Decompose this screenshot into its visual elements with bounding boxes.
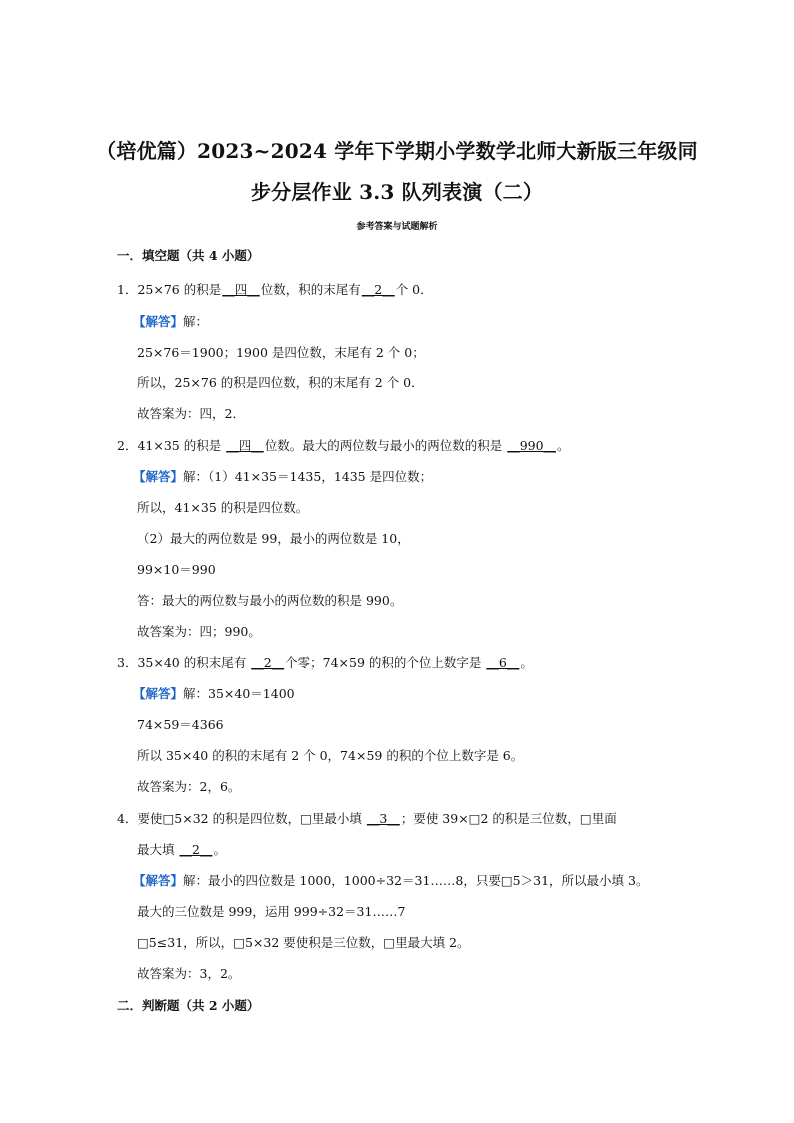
answer-3-line-1: 【解答】解：35×40＝1400 <box>133 686 295 701</box>
document-title-line-1: （培优篇）2023~2024 学年下学期小学数学北师大新版三年级同 <box>96 139 698 163</box>
answer-3-line-3: 所以 35×40 的积的末尾有 2 个 0，74×59 的积的个位上数字是 6。 <box>137 748 524 763</box>
answer-1-line-1: 【解答】解： <box>133 314 209 329</box>
answer-1-line-2: 25×76＝1900；1900 是四位数，末尾有 2 个 0； <box>137 345 425 360</box>
answer-2-line-6: 故答案为：四；990。 <box>137 624 261 639</box>
section-heading-fill-blank: 一．填空题（共 4 小题） <box>117 248 260 263</box>
answer-3-line-2: 74×59＝4366 <box>137 717 224 732</box>
document-title-line-2: 步分层作业 3.3 队列表演（二） <box>250 180 544 204</box>
question-3: 3．35×40 的积末尾有 __2__个零；74×59 的积的个位上数字是 __6__。 <box>117 655 533 670</box>
document-subtitle: 参考答案与试题解析 <box>356 222 438 232</box>
answer-1-line-3: 所以，25×76 的积是四位数，积的末尾有 2 个 0． <box>137 375 424 390</box>
question-4-line-1: 4．要使□5×32 的积是四位数，□里最小填 __3__；要使 39×□2 的积是三位数，□里面 <box>117 811 617 826</box>
answer-2-line-3: （2）最大的两位数是 99，最小的两位数是 10， <box>137 531 410 546</box>
question-2: 2．41×35 的积是 __四__位数。最大的两位数与最小的两位数的积是 __990__。 <box>117 438 570 453</box>
answer-2-line-2: 所以，41×35 的积是四位数。 <box>137 500 309 515</box>
answer-4-line-3: □5≤31，所以，□5×32 要使积是三位数，□里最大填 2。 <box>137 935 470 950</box>
answer-4-line-1: 【解答】解：最小的四位数是 1000，1000÷32＝31……8，只要□5＞31，所以最小填 3。 <box>133 873 649 888</box>
answer-1-line-4: 故答案为：四，2． <box>137 406 245 421</box>
answer-2-line-4: 99×10＝990 <box>137 562 216 577</box>
answer-2-line-1: 【解答】解：（1）41×35＝1435，1435 是四位数； <box>133 469 433 484</box>
answer-3-line-4: 故答案为：2，6。 <box>137 779 241 794</box>
answer-4-line-2: 最大的三位数是 999，运用 999÷32＝31……7 <box>137 904 406 919</box>
question-1: 1．25×76 的积是__四__位数，积的末尾有__2__个 0． <box>117 282 433 297</box>
question-4-line-2: 最大填 __2__。 <box>137 842 226 857</box>
section-heading-true-false: 二．判断题（共 2 小题） <box>117 998 260 1013</box>
answer-4-line-4: 故答案为：3，2。 <box>137 966 241 981</box>
answer-2-line-5: 答：最大的两位数与最小的两位数的积是 990。 <box>137 593 403 608</box>
